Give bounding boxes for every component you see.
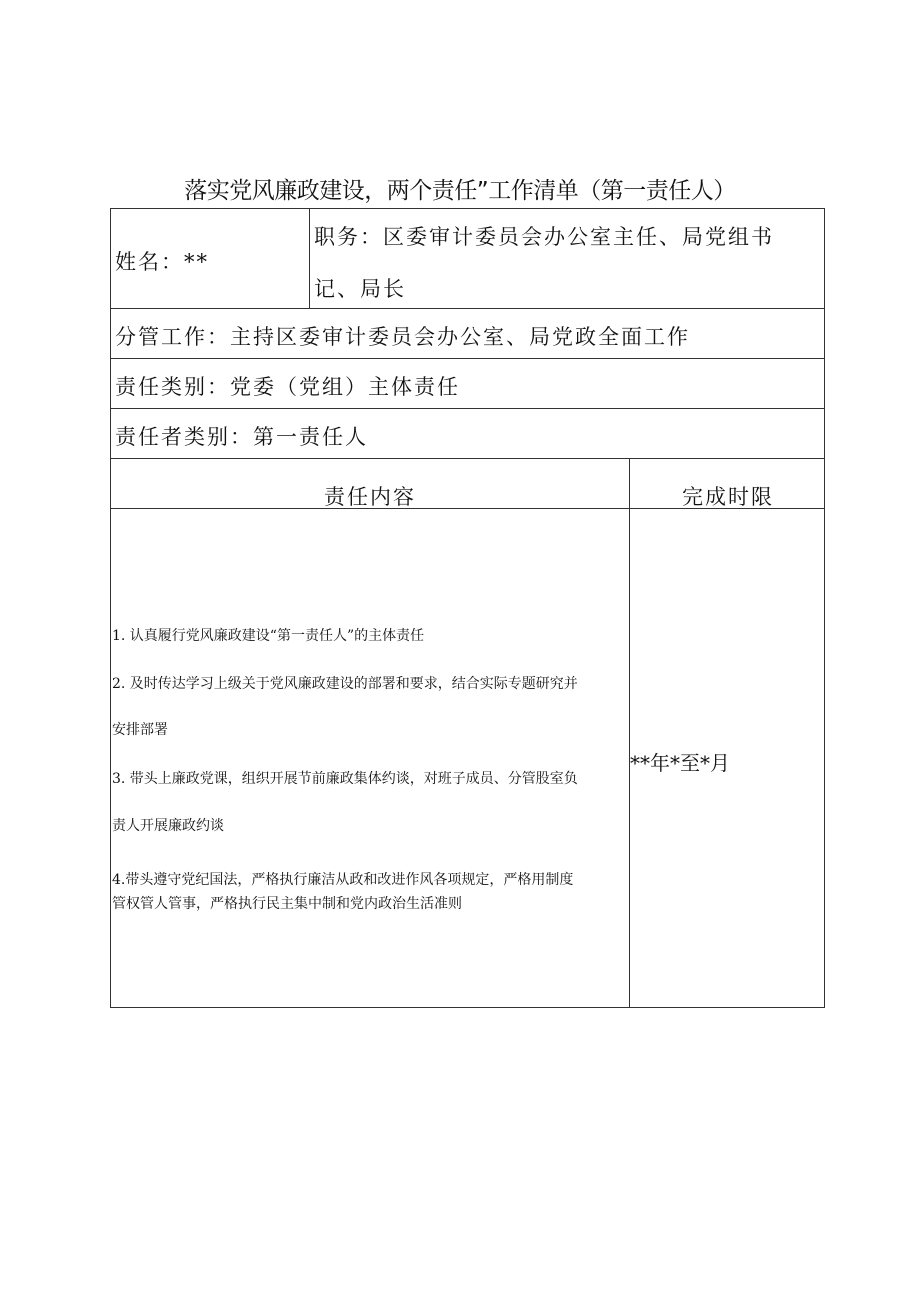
column-divider [629, 458, 630, 1008]
responsibility-type-field [115, 371, 460, 401]
duty-item-2-cont: 安排部署 [112, 722, 168, 738]
charge-field [115, 321, 690, 351]
row-divider [111, 358, 824, 359]
position-field [314, 221, 774, 251]
deadline-value: **年*至*月 [630, 751, 730, 775]
position-value-line1: 区委审计委员会办公室主任、局党组书 [383, 225, 774, 249]
responsibility-type-label: 责任类别： [115, 375, 230, 399]
row-divider [111, 308, 824, 309]
duty-item-4-cont: 管权管人管事，严格执行民主集中制和党内政治生活准则 [112, 896, 462, 912]
page-title: 落实党风廉政建设，两个责任”工作清单（第一责任人） [184, 178, 736, 204]
name-value: ** [184, 250, 209, 274]
position-value-line2: 记、局长 [314, 277, 406, 301]
duty-item-4: 4.带头遵守党纪国法，严格执行廉洁从政和改进作风各项规定，严格用制度 [112, 872, 574, 888]
duty-item-3: 3. 带头上廉政党课，组织开展节前廉政集体约谈，对班子成员、分管股室负 [112, 771, 578, 787]
responsible-person-type-field [115, 421, 368, 451]
duty-item-3-cont: 责人开展廉政约谈 [112, 818, 224, 834]
charge-label: 分管工作： [115, 325, 230, 349]
responsible-person-type-label: 责任者类别： [115, 425, 253, 449]
responsibility-form [110, 208, 825, 1008]
column-divider [309, 209, 310, 308]
responsible-person-type-value: 第一责任人 [253, 425, 368, 449]
charge-value: 主持区委审计委员会办公室、局党政全面工作 [230, 325, 690, 349]
row-divider [111, 408, 824, 409]
row-divider [111, 458, 824, 459]
name-label: 姓名： [115, 250, 184, 274]
content-column-header: 责任内容 [324, 485, 416, 509]
position-label: 职务： [314, 225, 383, 249]
name-field [115, 246, 209, 276]
responsibility-type-value: 党委（党组）主体责任 [230, 375, 460, 399]
duty-item-2: 2. 及时传达学习上级关于党风廉政建设的部署和要求，结合实际专题研究并 [112, 676, 578, 692]
duty-item-1: 1. 认真履行党风廉政建设“第一责任人”的主体责任 [112, 628, 425, 644]
deadline-column-header: 完成时限 [682, 485, 774, 509]
